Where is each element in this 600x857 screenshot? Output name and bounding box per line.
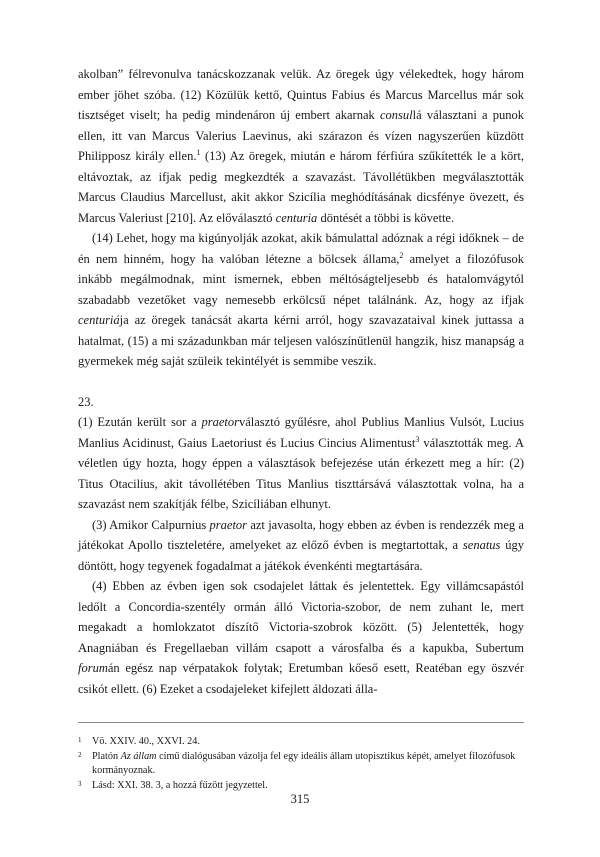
body-text xyxy=(78,64,524,372)
text-run: (13) Az öregek, miután e három férfiúra szűkítették le a kört, eltávoztak, az ifjak pedig megkezdték a szavazást. Távollétükben megválasztották Marcus Claudius Marcellust, akit akkor Szicília meghódításának dicsfénye övezett, és Marcus Valeriust [210]. Az előválasztó xyxy=(78,149,525,225)
italic-term: forum xyxy=(78,661,108,675)
paragraph xyxy=(78,576,524,699)
text-run: Platón xyxy=(92,750,121,762)
page-number: 315 xyxy=(290,792,310,806)
chapter-23 xyxy=(78,392,524,700)
chapter-number: 23. xyxy=(78,394,94,409)
footnotes xyxy=(78,722,524,793)
text-run: lá választani a punok ellen, itt van Marcus Valerius Laevinus, aki szárazon és vízen nagyszerűen küzdött Philipposz király ellen. xyxy=(78,108,524,163)
text-run: (1) Ezután került sor a xyxy=(78,415,202,429)
paragraph xyxy=(78,515,524,577)
text-run: döntését a többi is követte. xyxy=(317,210,455,225)
footnote-ref: 2 xyxy=(399,250,404,260)
italic-term: praetor xyxy=(209,517,248,532)
italic-term: Az állam xyxy=(120,750,157,762)
text-run: Vö. XXIV. 40., XXVI. 24. xyxy=(92,736,200,747)
text-run: Lásd: XXI. 38. 3, a hozzá fűzött jegyzettel. xyxy=(92,779,268,791)
paragraph xyxy=(78,412,524,515)
italic-term: centuria xyxy=(275,210,318,225)
italic-term: centuriá xyxy=(78,313,120,327)
footnote: 2 Platón Az állam című dialógusában vázolja fel egy ideális állam utopisztikus képét, amelyet filozófusok kormányoznak. xyxy=(78,750,516,776)
text-run: azt javasolta, hogy ebben az évben is rendezzék meg a játékokat Apollo tiszteletére, amelyeket az előző évben is megtartottak, a xyxy=(78,517,524,552)
chapter-text xyxy=(78,412,524,699)
italic-term: praetor xyxy=(201,415,239,429)
text-run: (14) Lehet, hogy ma kigúnyolják azokat, akik bámulattal adóznak a régi időknek – de én nem hinném, hogy ha valóban létezne a bölcsek állama, xyxy=(78,231,524,266)
text-run: ja az öregek tanácsát akarta kérni arról, hogy szavazataival kinek juttassa a hatalmat, (15) a mi századunkban már teljesen valószínűtlenül hangzik, hisz manapság a gyermekek még saját szüleik tekintélyét is semmibe veszik. xyxy=(78,313,524,368)
footnote-ref: 3 xyxy=(415,434,420,444)
paragraph xyxy=(78,64,524,228)
text-run: (4) Ebben az évben igen sok csodajelet láttak és jelentettek. Egy villámcsapástól ledőlt a Concordia-szentély ormán álló Victoria-szobor, de nem zuhant le, mert megakadt a homlokzatot díszítő Victoria-szobrok között. (5) Jelentették, hogy Anagniában és Fregellaeban villám csapott a városfalba és a kapukba, Subertum xyxy=(78,579,524,655)
page-body xyxy=(78,64,524,699)
text-run: án egész nap vérpatakok folytak; Eretumban kőeső esett, Reatéban egy öszvér csikót ellett. (6) Ezeket a csodajeleket kifejlett áldozati álla- xyxy=(78,661,524,696)
text-run: akolban” félrevonulva tanácskozzanak velük. Az öregek úgy vélekedtek, hogy három ember jöhet szóba. (12) Közülük kettő, Quintus Fabius és Marcus Marcellus már sok tisztséget viselt; ha pedig mindenáron új embert akarnak xyxy=(78,67,524,122)
footnote: 1 Vö. XXIV. 40., XXVI. 24. xyxy=(78,736,200,747)
text-run: amelyet a filozófusok inkább megálmodnak, mint ismernek, ebben méltóságteljesebb és hatalomvágytól szabadabb vezetőket vagy nemesebb erkölcsű népet találnánk. Az, hogy az ifjak xyxy=(78,251,524,307)
text-run: (3) Amikor Calpurnius xyxy=(92,517,210,532)
footnote-ref: 1 xyxy=(196,147,201,157)
text-run: választó gyűlésre, ahol Publius Manlius Vulsót, Lucius Manlius Acidinust, Gaius Laetoriust és Lucius Cincius Alimentust xyxy=(78,415,524,450)
footnote: 3 Lásd: XXI. 38. 3, a hozzá fűzött jegyzettel. xyxy=(78,779,268,791)
italic-term: consul xyxy=(379,108,413,122)
italic-term: senatus xyxy=(462,538,501,552)
text-run: című dialógusában vázolja fel egy ideális állam utopisztikus képét, amelyet filozófusok kormányoznak. xyxy=(92,750,516,776)
text-run: úgy döntött, hogy tegyenek fogadalmat a játékok évenkénti megtartására. xyxy=(78,538,524,573)
paragraph xyxy=(78,228,524,372)
text-run: választották meg. A véletlen úgy hozta, hogy éppen a választások befejezése után érkezett meg a hír: (2) Titus Otacilius, akit távollétében Titus Manlius tiszttársává választottak volna, ha a szavazást nem szakítják félbe, Szicíliában elhunyt. xyxy=(78,435,524,511)
